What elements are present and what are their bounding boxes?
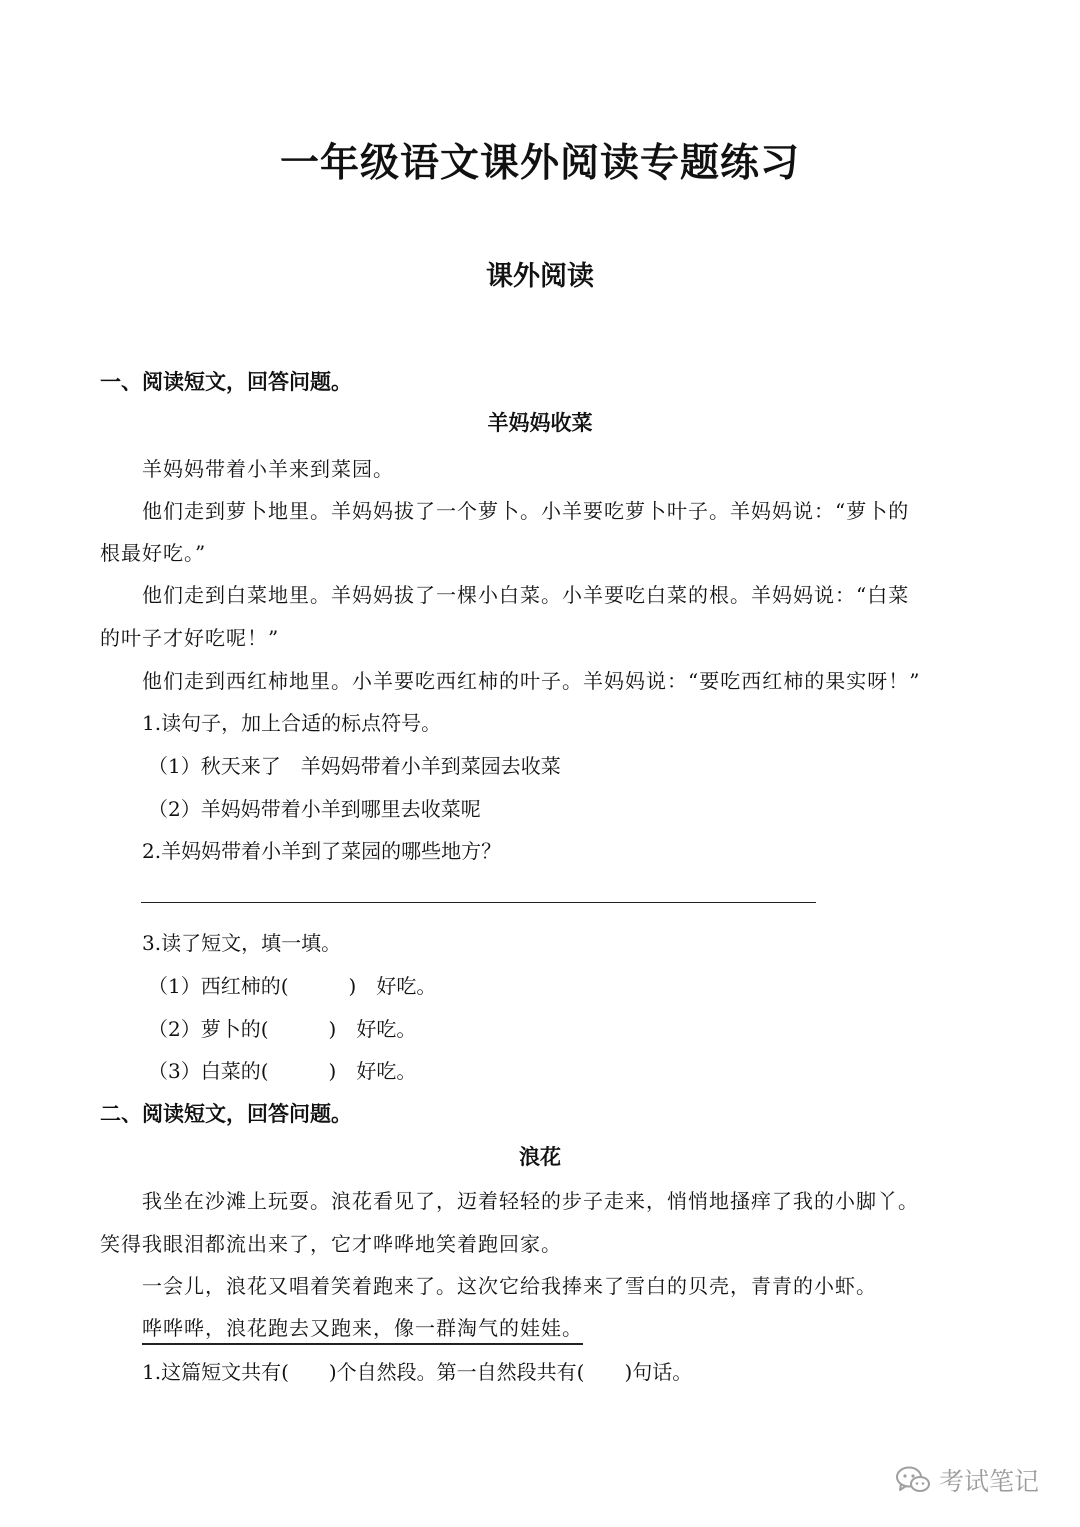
section-2-heading: 二、阅读短文，回答问题。 <box>100 1102 352 1126</box>
answer-line[interactable] <box>141 902 816 903</box>
wechat-icon <box>895 1465 931 1495</box>
passage-2-title: 浪花 <box>519 1145 561 1169</box>
passage-2-line: 笑得我眼泪都流出来了，它才哗哗地笑着跑回家。 <box>100 1232 562 1256</box>
question-2: 2.羊妈妈带着小羊到了菜园的哪些地方？ <box>142 839 502 863</box>
watermark-text: 考试笔记 <box>939 1467 1040 1496</box>
section-1-heading: 一、阅读短文，回答问题。 <box>100 370 352 394</box>
passage-2-line: 我坐在沙滩上玩耍。浪花看见了，迈着轻轻的步子走来，悄悄地搔痒了我的小脚丫。 <box>142 1189 919 1213</box>
question-2-1: 1.这篇短文共有( )个自然段。第一自然段共有( )句话。 <box>142 1360 693 1384</box>
underlined-sentence: 哗哗哗，浪花跑去又跑来，像一群淘气的娃娃。 <box>142 1316 583 1345</box>
question-1: 1.读句子，加上合适的标点符号。 <box>142 711 442 735</box>
question-3-item: （1）西红柿的( ) 好吃。 <box>148 974 437 998</box>
question-1-item: （2）羊妈妈带着小羊到哪里去收菜呢 <box>148 797 481 821</box>
watermark <box>895 1462 1039 1498</box>
question-3-item: （3）白菜的( ) 好吃。 <box>148 1059 417 1083</box>
page-subtitle: 课外阅读 <box>486 261 594 292</box>
passage-2-line: 一会儿，浪花又唱着笑着跑来了。这次它给我捧来了雪白的贝壳，青青的小虾。 <box>142 1274 877 1298</box>
question-3: 3.读了短文，填一填。 <box>142 931 342 955</box>
passage-1-line: 他们走到萝卜地里。羊妈妈拔了一个萝卜。小羊要吃萝卜叶子。羊妈妈说：“萝卜的 <box>142 499 910 523</box>
passage-1-line: 他们走到白菜地里。羊妈妈拔了一棵小白菜。小羊要吃白菜的根。羊妈妈说：“白菜 <box>142 583 910 607</box>
passage-1-line: 他们走到西红柿地里。小羊要吃西红柿的叶子。羊妈妈说：“要吃西红柿的果实呀！” <box>142 669 921 693</box>
question-3-item: （2）萝卜的( ) 好吃。 <box>148 1017 417 1041</box>
question-1-item: （1）秋天来了 羊妈妈带着小羊到菜园去收菜 <box>148 754 561 778</box>
passage-2-line <box>142 1312 583 1341</box>
passage-1-line: 羊妈妈带着小羊来到菜园。 <box>142 457 394 481</box>
passage-1-line: 根最好吃。” <box>100 541 207 565</box>
passage-1-title: 羊妈妈收菜 <box>487 411 593 435</box>
page-title: 一年级语文课外阅读专题练习 <box>279 141 800 186</box>
passage-1-line: 的叶子才好吃呢！” <box>100 626 280 650</box>
